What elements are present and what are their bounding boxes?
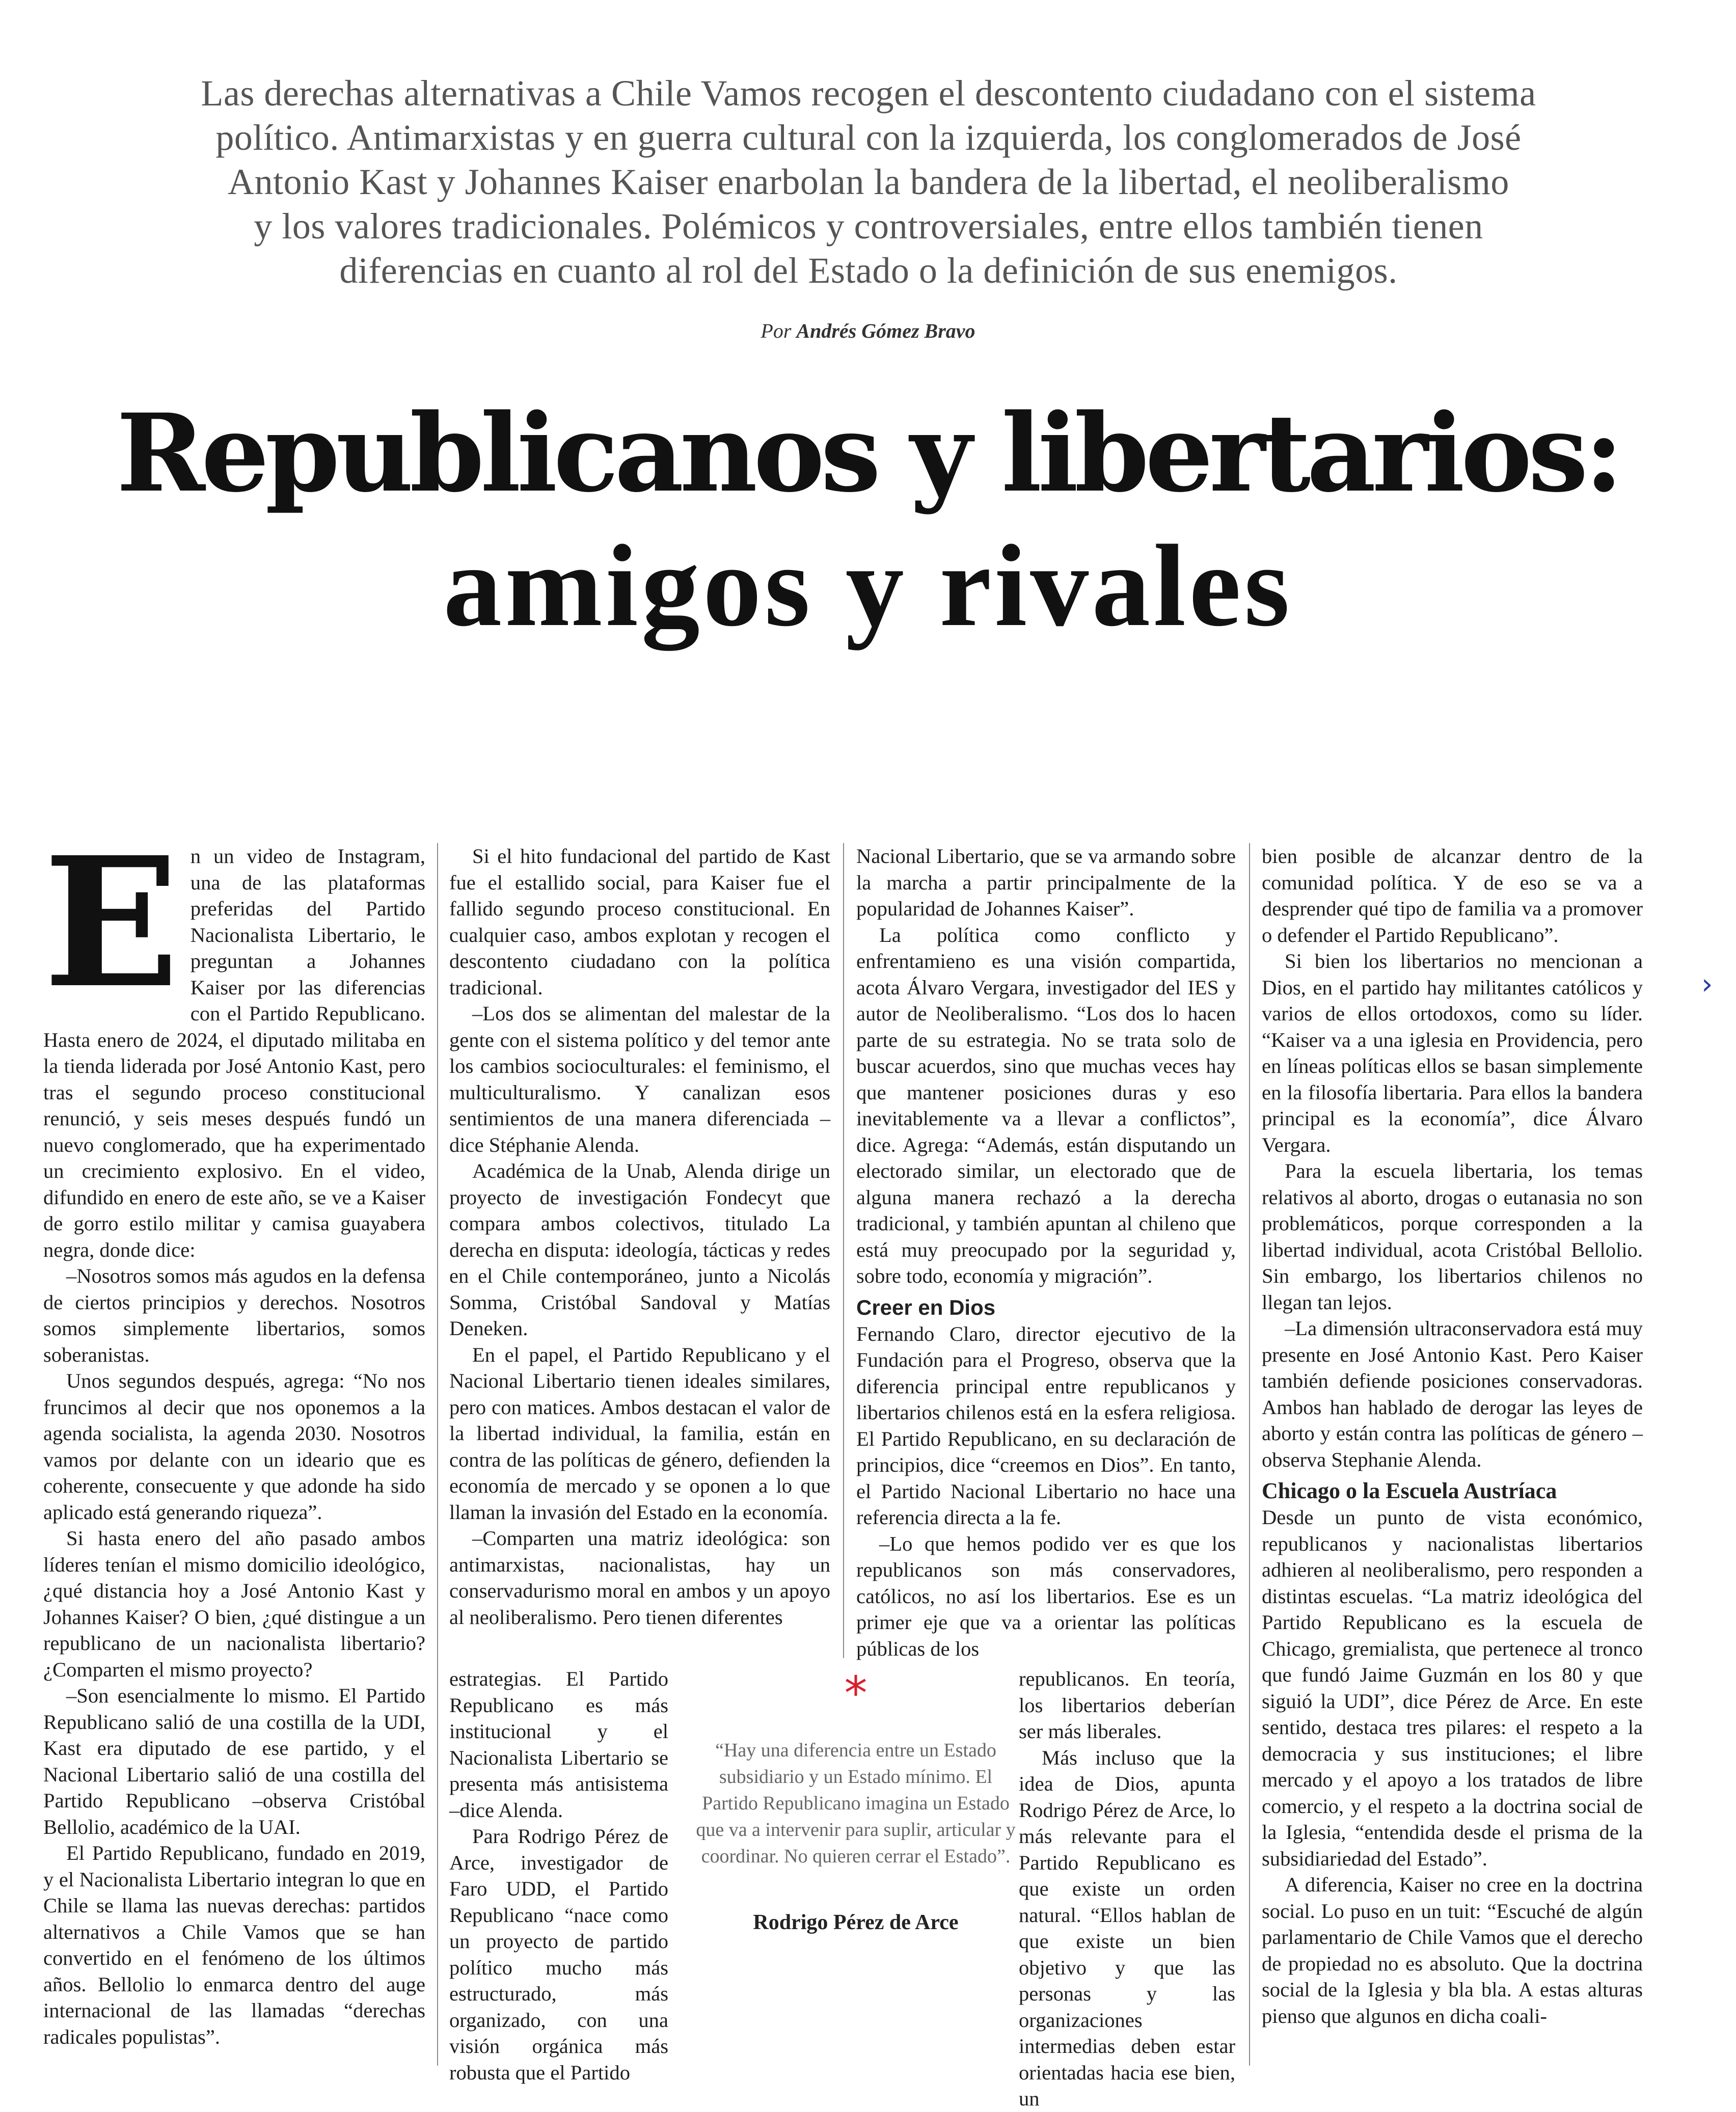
article-column-3-continued [1019,1666,1235,2112]
section-heading: Creer en Dios [856,1295,996,1319]
paragraph: bien posible de alcanzar dentro de la comunidad política. Y de eso se va a desprender qué tipo de familia va a promover o defender el Partido Republicano”. [1262,845,1643,946]
paragraph: n un video de Instagram, una de las plataformas preferidas del Partido Nacionalista Libertario, le preguntan a Johannes Kaiser por las diferencias con el Partido Republicano. Hasta enero de 2024, el diputado militaba en la tienda liderada por José Antonio Kast, pero tras el segundo proceso constitucional renunció, y seis meses después fundó un nuevo conglomerado, que ha experimentado un crecimiento explosivo. En el video, difundido en enero de este año, se ve a Kaiser de gorro estilo militar y camisa guayabera negra, donde dice: [43,845,425,1261]
paragraph: Si hasta enero del año pasado ambos líderes tenían el mismo domicilio ideológico, ¿qué distancia hoy a José Antonio Kast y Johannes Kaiser? O bien, ¿qué distingue a un republicano de un nacionalista libertario? ¿Comparten el mismo proyecto? [43,1527,425,1681]
paragraph: Nacional Libertario, que se va armando sobre la marcha a partir principalmente de la popularidad de Johannes Kaiser”. [856,845,1236,920]
paragraph: A diferencia, Kaiser no cree en la doctrina social. Lo puso en un tuit: “Escuché de algún parlamentario de Chile Vamos que el derecho de propiedad no es absoluto. Que la doctrina social de la Iglesia y bla bla. A estas alturas pienso que algunos en dicha coali- [1262,1873,1643,2027]
column-rule [1249,843,1250,2066]
paragraph: Académica de la Unab, Alenda dirige un proyecto de investigación Fondecyt que compara ambos colectivos, titulado La derecha en disputa: ideología, tácticas y redes en el Chile contemporáneo, junto a Nicolás Somma, Cristóbal Sandoval y Matías Deneken. [449,1159,830,1340]
lead-paragraph [56,71,1681,293]
paragraph: republicanos. En teoría, los libertarios deberían ser más liberales. [1019,1667,1235,1743]
lead-line: y los valores tradicionales. Polémicos y controversiales, entre ellos también tienen [254,206,1483,247]
paragraph: –Son esencialmente lo mismo. El Partido Republicano salió de una costilla de la UDI, Kast era diputado de ese partido, y el Nacional Libertario salió de una costilla del Partido Republicano –observa Cristóbal Bellolio, académico de la UAI. [43,1684,425,1838]
article-column-2-continued [449,1666,668,2086]
article-column-4 [1262,843,1643,2029]
pull-quote [695,1666,1016,1935]
lead-line: político. Antimarxistas y en guerra cultural con la izquierda, los conglomerados de José [215,117,1522,158]
article-column-1 [43,818,425,2050]
paragraph: –Nosotros somos más agudos en la defensa de ciertos principios y derechos. Nosotros somos simplemente libertarios, somos soberanistas. [43,1264,425,1366]
lead-line: Las derechas alternativas a Chile Vamos recogen el descontento ciudadano con el sistema [201,73,1536,114]
paragraph: En el papel, el Partido Republicano y el Nacional Libertario tienen ideales similares, pero con matices. Ambos destacan el valor de la libertad individual, la familia, están en contra de las políticas de género, defienden la economía de mercado y se oponen a lo que llaman la invasión del Estado en la economía. [449,1343,830,1524]
pull-quote-text: “Hay una diferencia entre un Estado subsidiario y un Estado mínimo. El Partido Republicano imagina un Estado que va a intervenir para suplir, articular y coordinar. No quieren cerrar el Estado”. [696,1740,1016,1867]
column-rule [843,843,844,1658]
paragraph: estrategias. El Partido Republicano es más institucional y el Nacionalista Libertario se presenta más antisistema –dice Alenda. [449,1667,668,1822]
paragraph: –Los dos se alimentan del malestar de la gente con el sistema político y del temor ante los cambios socioculturales: el feminismo, el multiculturalismo. Y canalizan esos sentimientos de una manera diferenciada –dice Stéphanie Alenda. [449,1002,830,1156]
paragraph: Más incluso que la idea de Dios, apunta Rodrigo Pérez de Arce, lo más relevante para el Partido Republicano es que existe un orden natural. “Ellos hablan de que existe un bien objetivo y que las personas y las organizaciones intermedias deben estar orientadas hacia ese bien, un [1019,1746,1235,2110]
paragraph: Si bien los libertarios no mencionan a Dios, en el partido hay militantes católicos y varios de ellos ortodoxos, como su líder. “Kaiser va a una iglesia en Providencia, pero en líneas políticas ellos se basan simplemente en la filosofía libertaria. Para ellos la bandera principal es la economía”, dice Álvaro Vergara. [1262,950,1643,1156]
article-column-2 [449,843,830,1630]
paragraph: –La dimensión ultraconservadora está muy presente en José Antonio Kast. Pero Kaiser también defiende posiciones conservadoras. Ambos han hablado de derogar las leyes de aborto y están contra las políticas de género –observa Stephanie Alenda. [1262,1317,1643,1471]
headline-main: Republicanos y libertarios: [116,390,1620,516]
paragraph: Unos segundos después, agrega: “No nos fruncimos al decir que nos oponemos a la agenda socialista, la agenda 2030. Nosotros vamos por delante con un ideario que es coherente, consecuente y que adonde ha sido aplicado está generando riqueza”. [43,1369,425,1524]
paragraph: –Lo que hemos podido ver es que los republicanos son más conservadores, católicos, no así los libertarios. Ese es un primer eje que va a orientar las políticas públicas de los [856,1532,1236,1660]
drop-cap: E [43,818,179,1027]
chevron-right-icon[interactable]: › [1701,968,1713,1001]
byline-prefix: Por [761,319,792,342]
pull-quote-author: Rodrigo Pérez de Arce [753,1911,959,1934]
asterisk-icon: * [844,1667,867,1720]
paragraph: El Partido Republicano, fundado en 2019, y el Nacionalista Libertario integran lo que en Chile se llama las nuevas derechas: partidos alternativos a Chile Vamos que se han convertido en el fenómeno de los últimos años. Bellolio lo enmarca dentro del auge internacional de las llamadas “derechas radicales populistas”. [43,1842,425,2048]
paragraph: Desde un punto de vista económico, republicanos y nacionalistas libertarios adhieren al neoliberalismo, pero responden a distintas escuelas. “La matriz ideológica del Partido Republicano es la escuela de Chicago, gremialista, que pertenece al tronco que fundó Jaime Guzmán en los 80 y que siguió la UDI”, dice Pérez de Arce. En este sentido, destaca tres pilares: el respeto a la democracia y sus instituciones; el libre mercado y el apoyo a los tratados de libre comercio, y el respeto a la doctrina social de la Iglesia, “entendida desde el prisma de la subsidiariedad del Estado”. [1262,1506,1643,1870]
lead-line: diferencias en cuanto al rol del Estado o la definición de sus enemigos. [339,250,1398,291]
paragraph: Para la escuela libertaria, los temas relativos al aborto, drogas o eutanasia no son problemáticos, porque corresponden a la libertad individual, acota Cristóbal Bellolio. Sin embargo, los libertarios chilenos no llegan tan lejos. [1262,1159,1643,1314]
paragraph: Para Rodrigo Pérez de Arce, investigador de Faro UDD, el Partido Republicano “nace como un proyecto de partido político mucho más estructurado, más organizado, con una visión orgánica más robusta que el Partido [449,1825,668,2084]
headline-sub: amigos y rivales [443,521,1293,651]
section-heading: Chicago o la Escuela Austríaca [1262,1478,1557,1503]
paragraph: La política como conflicto y enfrentamieno es una visión compartida, acota Álvaro Vergara, investigador del IES y autor de Neoliberalismo. “Los dos lo hacen parte de su estrategia. No se trata solo de buscar acuerdos, sino que muchas veces hay que mantener posiciones duras y eso inevitablemente va a llevar a conflictos”, dice. Agrega: “Además, están disputando un electorado similar, un electorado que de alguna manera rechazó a la derecha tradicional, y también apuntan al chileno que está muy preocupado por la seguridad y, sobre todo, economía y migración”. [856,923,1236,1287]
column-rule [437,843,438,2066]
byline [0,319,1736,343]
paragraph: Fernando Claro, director ejecutivo de la Fundación para el Progreso, observa que la diferencia principal entre republicanos y libertarios chilenos está en la esfera religiosa. El Partido Republicano, en su declaración de principios, dice “creemos en Dios”. En tanto, el Partido Nacional Libertario no hace una referencia directa a la fe. [856,1322,1236,1529]
lead-line: Antonio Kast y Johannes Kaiser enarbolan la bandera de la libertad, el neoliberalismo [228,161,1509,202]
article-column-3 [856,843,1236,1662]
paragraph: Si el hito fundacional del partido de Kast fue el estallido social, para Kaiser fue el fallido segundo proceso constitucional. En cualquier caso, ambos explotan y recogen el descontento ciudadano con la política tradicional. [449,845,830,999]
byline-author: Andrés Gómez Bravo [796,319,975,342]
paragraph: –Comparten una matriz ideológica: son antimarxistas, nacionalistas, hay un conservadurismo moral en ambos y un apoyo al neoliberalismo. Pero tienen diferentes [449,1527,830,1629]
